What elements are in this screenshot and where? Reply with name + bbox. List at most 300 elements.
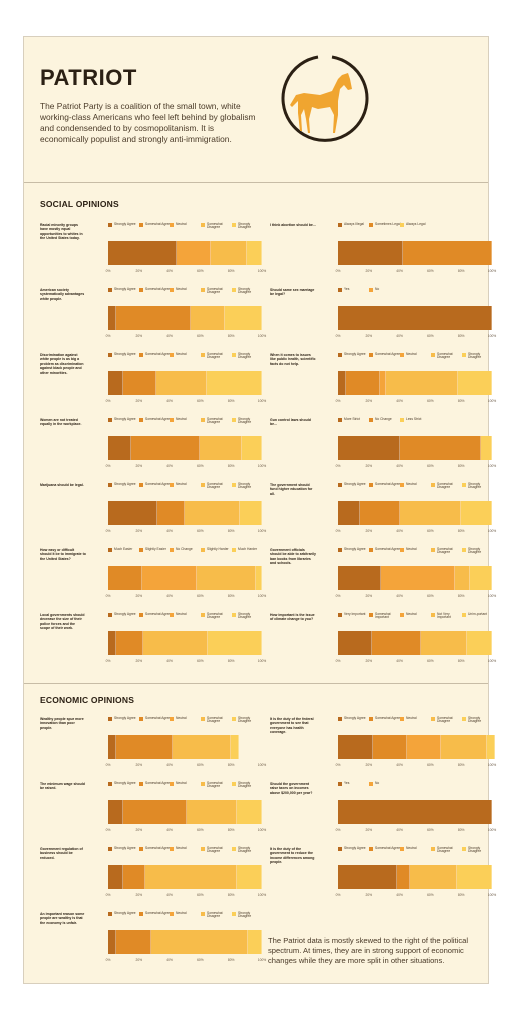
legend-label: Strongly Disagree: [468, 845, 482, 854]
legend-label: Somewhat Agree: [145, 416, 171, 421]
legend-swatch: [400, 223, 404, 227]
tick-label: 40%: [166, 893, 173, 897]
tick-label: 80%: [457, 464, 465, 468]
question-text: It is the duty of the federal government to see that everyone has health coverage.: [270, 717, 314, 735]
bar-segment: [346, 371, 380, 395]
tick-label: 20%: [365, 659, 373, 663]
tick-label: 0%: [105, 958, 111, 962]
legend-swatch: [139, 782, 143, 786]
legend-swatch: [232, 613, 236, 617]
legend-swatch: [170, 717, 174, 721]
stacked-bar: [108, 306, 262, 330]
bar-segment: [386, 371, 458, 395]
tick-label: 40%: [166, 269, 173, 273]
legend-swatch: [369, 782, 373, 786]
tick-label: 60%: [197, 464, 204, 468]
x-axis-ticks: [105, 464, 267, 469]
bar-segment: [338, 800, 492, 824]
tick-label: 80%: [457, 893, 465, 897]
bar-segment: [116, 735, 173, 759]
tick-label: 40%: [396, 659, 403, 663]
question-text: How easy or difficult should it be to immigrate to the United States?: [40, 548, 86, 561]
tick-label: 60%: [197, 399, 204, 403]
stacked-bar: [338, 865, 492, 889]
legend-label: No: [375, 780, 380, 785]
legend-label: Not Very Important: [437, 611, 451, 620]
legend-swatch: [170, 223, 174, 227]
bar-segment: [116, 930, 151, 954]
tick-label: 40%: [166, 399, 173, 403]
legend-swatch: [139, 418, 143, 422]
legend-label: Strongly Agree: [114, 780, 136, 785]
question-text: An important reason some people are wealthy is that the economy is unfair.: [40, 912, 85, 925]
question-text: Wealthy people spur more innovation than poor people.: [40, 717, 84, 730]
tick-label: 100%: [487, 334, 497, 338]
tick-label: 0%: [105, 893, 111, 897]
legend-swatch: [400, 483, 404, 487]
legend-swatch: [232, 782, 236, 786]
legend-label: Yes: [344, 286, 350, 291]
legend-label: Somewhat Agree: [145, 715, 171, 720]
question-panel: [270, 286, 497, 350]
stacked-bar: [108, 501, 262, 525]
stacked-bar: [338, 306, 492, 330]
tick-label: 80%: [227, 399, 235, 403]
legend-swatch: [170, 483, 174, 487]
legend-label: Neutral: [406, 611, 417, 616]
stacked-bar: [338, 371, 492, 395]
legend-label: Strongly Agree: [344, 715, 366, 720]
bar-segment: [185, 501, 240, 525]
x-axis-ticks: [105, 529, 267, 534]
legend-label: Sometimes Legal: [375, 221, 401, 226]
question-panel: [40, 351, 267, 415]
legend-swatch: [338, 847, 342, 851]
legend-label: Somewhat Disagree: [207, 481, 223, 490]
tick-label: 40%: [396, 399, 403, 403]
legend-swatch: [108, 782, 112, 786]
legend-label: Somewhat Important: [375, 611, 391, 620]
legend-swatch: [108, 418, 112, 422]
legend-swatch: [232, 223, 236, 227]
legend-label: Somewhat Agree: [145, 221, 171, 226]
tick-label: 40%: [396, 464, 403, 468]
legend-label: Always Illegal: [344, 221, 364, 226]
stacked-bar: [108, 371, 262, 395]
tick-label: 0%: [335, 659, 341, 663]
bar-segment: [338, 501, 360, 525]
tick-label: 60%: [427, 893, 434, 897]
tick-label: 40%: [166, 958, 173, 962]
question-panel: [40, 416, 267, 480]
legend-swatch: [139, 483, 143, 487]
question-panel: [270, 351, 497, 415]
question-text: Should same sex marriage be legal?: [270, 288, 315, 297]
legend-swatch: [108, 288, 112, 292]
legend-swatch: [201, 912, 205, 916]
tick-label: 60%: [427, 464, 434, 468]
legend-swatch: [232, 353, 236, 357]
tick-label: 80%: [227, 958, 235, 962]
legend-swatch: [431, 483, 435, 487]
bar-segment: [108, 436, 131, 460]
tick-label: 0%: [105, 594, 111, 598]
tick-label: 0%: [105, 763, 111, 767]
tick-label: 0%: [105, 464, 111, 468]
bar-segment: [116, 306, 191, 330]
legend-swatch: [201, 717, 205, 721]
legend-label: Always Legal: [406, 221, 426, 226]
tick-label: 0%: [105, 659, 111, 663]
legend-swatch: [462, 847, 466, 851]
tick-label: 80%: [457, 399, 465, 403]
legend-label: Somewhat Agree: [145, 845, 171, 850]
legend-swatch: [369, 847, 373, 851]
legend-label: Somewhat Agree: [145, 910, 171, 915]
question-panel: [40, 221, 267, 285]
legend-swatch: [170, 613, 174, 617]
bar-segment: [455, 566, 470, 590]
section-divider: [24, 683, 488, 684]
legend-label: Strongly Agree: [344, 845, 366, 850]
tick-label: 20%: [135, 828, 143, 832]
legend-label: Neutral: [176, 910, 187, 915]
bar-segment: [338, 566, 381, 590]
legend-swatch: [462, 613, 466, 617]
tick-label: 0%: [335, 399, 341, 403]
legend-swatch: [400, 717, 404, 721]
tick-label: 0%: [105, 529, 111, 533]
question-panel: [40, 286, 267, 350]
tick-label: 20%: [365, 464, 373, 468]
tick-label: 20%: [365, 334, 373, 338]
question-text: Racial minority groups have mostly equal opportunities to whites in the United States today.: [40, 223, 83, 241]
legend-swatch: [139, 548, 143, 552]
legend-label: More Strict: [344, 416, 360, 421]
tick-label: 20%: [135, 334, 143, 338]
tick-label: 40%: [166, 529, 173, 533]
section-heading-economic: ECONOMIC OPINIONS: [40, 695, 135, 705]
question-panel: [270, 780, 497, 844]
legend-swatch: [369, 353, 373, 357]
question-panel: [270, 481, 497, 545]
legend-swatch: [338, 353, 342, 357]
x-axis-ticks: [105, 269, 267, 274]
bar-segment: [143, 631, 208, 655]
legend-swatch: [400, 548, 404, 552]
bar-segment: [400, 501, 462, 525]
question-text: Women are not treated equally in the workplace.: [40, 418, 82, 427]
bar-segment: [410, 865, 456, 889]
legend-label: Strongly Agree: [114, 845, 136, 850]
stacked-bar: [108, 865, 262, 889]
tick-label: 60%: [427, 529, 434, 533]
legend-label: Strongly Agree: [114, 611, 136, 616]
legend-label: Slightly Easier: [145, 546, 166, 551]
question-text: How important is the issue of climate change to you?: [270, 613, 315, 622]
legend-label: Strongly Disagree: [468, 715, 482, 724]
legend-label: Somewhat Disagree: [207, 416, 223, 425]
question-panel: [40, 780, 267, 844]
bar-segment: [108, 631, 116, 655]
tick-label: 0%: [335, 464, 341, 468]
bar-segment: [242, 436, 262, 460]
question-panel: [40, 611, 267, 675]
bar-segment: [467, 631, 492, 655]
legend-swatch: [139, 613, 143, 617]
tick-label: 20%: [365, 399, 373, 403]
tick-label: 80%: [227, 763, 235, 767]
tick-label: 40%: [396, 828, 403, 832]
legend-swatch: [232, 288, 236, 292]
legend-swatch: [108, 912, 112, 916]
tick-label: 20%: [135, 594, 143, 598]
question-text: Government officials should be able to arbitrarily ban books from libraries and schools.: [270, 548, 316, 566]
legend-label: Neutral: [406, 845, 417, 850]
legend-label: Strongly Disagree: [468, 351, 482, 360]
legend-label: Strongly Disagree: [238, 910, 252, 919]
tick-label: 20%: [135, 659, 143, 663]
tick-label: 100%: [257, 269, 267, 273]
bar-segment: [108, 930, 116, 954]
legend-swatch: [139, 353, 143, 357]
legend-label: No: [375, 286, 380, 291]
legend-swatch: [462, 353, 466, 357]
question-text: Government regulation of business should be reduced.: [40, 847, 83, 860]
question-panel: [40, 546, 267, 610]
tick-label: 20%: [135, 399, 143, 403]
page-title: PATRIOT: [40, 65, 137, 90]
legend-swatch: [462, 483, 466, 487]
legend-swatch: [400, 847, 404, 851]
legend-label: Neutral: [176, 351, 187, 356]
x-axis-ticks: [105, 659, 267, 664]
legend-swatch: [201, 613, 205, 617]
x-axis-ticks: [335, 334, 497, 339]
legend-label: Neutral: [406, 546, 417, 551]
legend-swatch: [400, 613, 404, 617]
patriot-infographic: [23, 36, 497, 984]
legend-label: Strongly Disagree: [238, 715, 252, 724]
bar-segment: [173, 735, 232, 759]
legend-label: Strongly Agree: [114, 286, 136, 291]
bar-segment: [237, 865, 262, 889]
tick-label: 100%: [257, 828, 267, 832]
question-text: The minimum wage should be raised.: [40, 782, 85, 791]
bar-segment: [108, 735, 116, 759]
legend-swatch: [369, 223, 373, 227]
legend-swatch: [431, 613, 435, 617]
question-text: American society systematically advantages white people.: [40, 288, 85, 301]
legend-swatch: [201, 223, 205, 227]
legend-swatch: [369, 717, 373, 721]
legend-swatch: [232, 717, 236, 721]
legend-swatch: [170, 353, 174, 357]
stacked-bar: [338, 501, 492, 525]
legend-label: Somewhat Disagree: [207, 221, 223, 230]
legend-swatch: [338, 223, 342, 227]
legend-label: Strongly Agree: [114, 351, 136, 356]
bar-segment: [256, 566, 262, 590]
bar-segment: [108, 501, 157, 525]
legend-swatch: [462, 717, 466, 721]
legend-label: Very Important: [344, 611, 366, 616]
tick-label: 20%: [365, 893, 373, 897]
legend-swatch: [108, 613, 112, 617]
legend-label: Strongly Disagree: [238, 780, 252, 789]
legend-label: Somewhat Disagree: [207, 910, 223, 919]
bar-segment: [208, 631, 262, 655]
question-text: It is the duty of the government to reduce the income differences among people.: [270, 847, 315, 865]
legend-swatch: [400, 418, 404, 422]
bar-segment: [123, 800, 186, 824]
legend-label: Strongly Disagree: [238, 286, 252, 295]
legend-swatch: [108, 717, 112, 721]
bar-segment: [441, 735, 487, 759]
x-axis-ticks: [335, 763, 497, 768]
legend-swatch: [170, 548, 174, 552]
bar-segment: [142, 566, 197, 590]
legend-label: Somewhat Agree: [375, 351, 401, 356]
legend-swatch: [108, 847, 112, 851]
legend-swatch: [431, 847, 435, 851]
legend-label: Somewhat Agree: [145, 611, 171, 616]
tick-label: 20%: [365, 763, 373, 767]
tick-label: 100%: [257, 399, 267, 403]
legend-label: Somewhat Disagree: [437, 351, 453, 360]
stacked-bar: [338, 800, 492, 824]
tick-label: 40%: [166, 828, 173, 832]
header: [24, 37, 488, 183]
tick-label: 0%: [335, 828, 341, 832]
legend-swatch: [338, 288, 342, 292]
bar-segment: [108, 566, 142, 590]
legend-swatch: [232, 847, 236, 851]
tick-label: 40%: [396, 893, 403, 897]
stacked-bar: [108, 800, 262, 824]
tick-label: 100%: [487, 529, 497, 533]
legend-label: Neutral: [176, 416, 187, 421]
legend-swatch: [431, 353, 435, 357]
legend-swatch: [108, 548, 112, 552]
stacked-bar: [338, 735, 492, 759]
tick-label: 60%: [427, 763, 434, 767]
bar-segment: [145, 865, 237, 889]
tick-label: 100%: [257, 334, 267, 338]
tick-label: 20%: [365, 594, 373, 598]
legend-label: Much Harder: [238, 546, 258, 551]
legend-swatch: [232, 483, 236, 487]
legend-swatch: [139, 288, 143, 292]
legend-swatch: [139, 912, 143, 916]
legend-swatch: [108, 483, 112, 487]
x-axis-ticks: [335, 594, 497, 599]
question-panel: [40, 481, 267, 545]
section-heading-social: SOCIAL OPINIONS: [40, 199, 119, 209]
legend-label: Strongly Agree: [114, 221, 136, 226]
tick-label: 0%: [105, 269, 111, 273]
legend-swatch: [139, 717, 143, 721]
legend-swatch: [431, 548, 435, 552]
legend-label: Strongly Agree: [114, 416, 136, 421]
tick-label: 80%: [457, 594, 465, 598]
tick-label: 60%: [197, 893, 204, 897]
legend-label: Strongly Agree: [114, 910, 136, 915]
x-axis-ticks: [105, 958, 267, 963]
tick-label: 100%: [257, 893, 267, 897]
stacked-bar: [338, 631, 492, 655]
bar-segment: [207, 371, 262, 395]
legend-label: Strongly Disagree: [238, 481, 252, 490]
bar-segment: [108, 800, 123, 824]
legend-label: Strongly Disagree: [468, 481, 482, 490]
legend-label: Much Easier: [114, 546, 133, 551]
bar-segment: [470, 566, 492, 590]
x-axis-ticks: [335, 828, 497, 833]
horse-icon: [280, 49, 370, 157]
legend-swatch: [170, 288, 174, 292]
tick-label: 40%: [396, 334, 403, 338]
legend-label: Neutral: [406, 715, 417, 720]
bar-segment: [373, 735, 407, 759]
tick-label: 100%: [257, 763, 267, 767]
legend-swatch: [338, 717, 342, 721]
tick-label: 40%: [166, 464, 173, 468]
tick-label: 100%: [487, 893, 497, 897]
legend-swatch: [201, 353, 205, 357]
legend-label: Somewhat Disagree: [437, 481, 453, 490]
legend-swatch: [201, 782, 205, 786]
tick-label: 0%: [105, 334, 111, 338]
tick-label: 60%: [427, 269, 434, 273]
stacked-bar: [108, 735, 262, 759]
bar-segment: [338, 306, 492, 330]
bar-segment: [197, 566, 256, 590]
bar-segment: [403, 241, 492, 265]
x-axis-ticks: [105, 399, 267, 404]
stacked-bar: [338, 436, 492, 460]
bar-segment: [108, 241, 177, 265]
tick-label: 100%: [487, 464, 497, 468]
stacked-bar: [108, 631, 262, 655]
legend-label: Strongly Agree: [114, 481, 136, 486]
legend-label: Somewhat Disagree: [207, 611, 223, 620]
legend-label: Neutral: [176, 845, 187, 850]
question-panel: [40, 715, 267, 779]
bar-segment: [338, 735, 373, 759]
legend-swatch: [338, 483, 342, 487]
tick-label: 80%: [227, 828, 235, 832]
legend-label: Somewhat Disagree: [437, 845, 453, 854]
bar-segment: [338, 631, 372, 655]
tick-label: 0%: [335, 269, 341, 273]
bar-segment: [225, 306, 262, 330]
legend-swatch: [170, 847, 174, 851]
legend-swatch: [201, 548, 205, 552]
legend-swatch: [108, 223, 112, 227]
question-panel: [270, 611, 497, 675]
tick-label: 100%: [257, 594, 267, 598]
legend-label: Neutral: [176, 715, 187, 720]
legend-label: Somewhat Agree: [375, 715, 401, 720]
legend-swatch: [201, 483, 205, 487]
legend-label: Somewhat Disagree: [437, 715, 453, 724]
bar-segment: [108, 865, 123, 889]
bar-segment: [481, 436, 492, 460]
legend-label: Strongly Agree: [114, 715, 136, 720]
bar-segment: [240, 501, 262, 525]
x-axis-ticks: [335, 269, 497, 274]
